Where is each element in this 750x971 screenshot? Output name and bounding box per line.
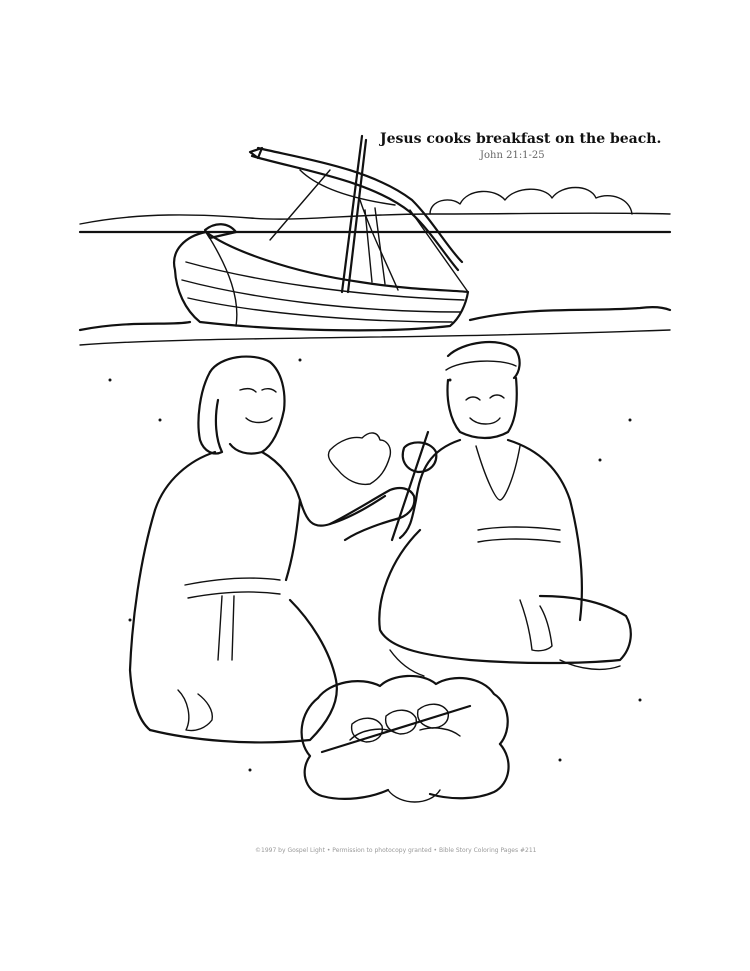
disciple-figure	[328, 342, 630, 676]
fishing-boat	[174, 136, 468, 330]
clouds	[430, 188, 632, 215]
sea	[80, 213, 670, 345]
campfire	[302, 676, 509, 802]
scripture-reference: John 21:1-25	[480, 150, 545, 161]
copyright-footer: ©1997 by Gospel Light • Permission to photocopy granted • Bible Story Coloring Pages #211	[255, 847, 537, 854]
caption-title: Jesus cooks breakfast on the beach.	[380, 131, 662, 147]
jesus-figure	[130, 357, 414, 743]
sand	[109, 359, 641, 771]
